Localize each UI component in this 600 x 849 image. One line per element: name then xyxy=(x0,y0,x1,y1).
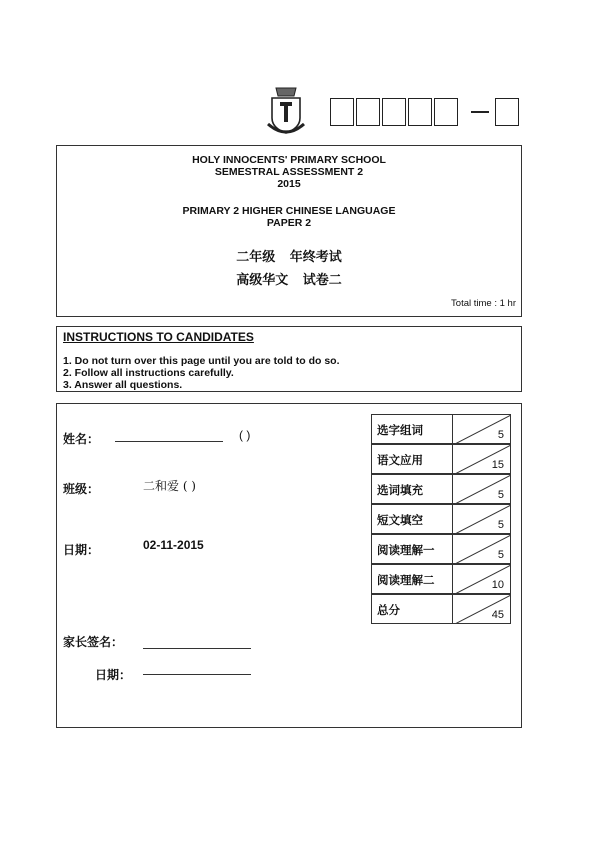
chinese-title-line1: 二年级 年终考试 xyxy=(236,250,342,265)
id-box-1 xyxy=(330,98,354,126)
score-row-total xyxy=(371,594,511,624)
id-dash xyxy=(471,111,489,113)
score-cell[interactable] xyxy=(453,474,511,504)
score-cell[interactable] xyxy=(453,414,511,444)
score-section-label: 短文填空 xyxy=(371,504,453,534)
instructions-title: INSTRUCTIONS TO CANDIDATES xyxy=(63,330,254,344)
school-crest-logo xyxy=(266,84,306,136)
score-cell[interactable] xyxy=(453,504,511,534)
candidate-info-box xyxy=(56,403,522,728)
score-cell-total[interactable] xyxy=(453,594,511,624)
school-name: HOLY INNOCENTS' PRIMARY SCHOOL xyxy=(192,154,386,166)
score-max: 5 xyxy=(497,519,504,531)
score-max: 15 xyxy=(491,459,504,471)
total-time: Total time : 1 hr xyxy=(451,298,516,309)
name-label: 姓名： xyxy=(63,432,100,446)
score-section-label: 阅读理解二 xyxy=(371,564,453,594)
parent-signature-label: 家长签名： xyxy=(63,635,124,649)
date-value: 02-11-2015 xyxy=(143,538,204,552)
id-box-4 xyxy=(408,98,432,126)
instruction-item: 2. Follow all instructions carefully. xyxy=(63,367,234,379)
instructions-box xyxy=(56,326,522,392)
score-section-label: 选字组词 xyxy=(371,414,453,444)
parent-date-label: 日期： xyxy=(95,668,132,682)
score-section-label: 选词填充 xyxy=(371,474,453,504)
class-label: 班级： xyxy=(63,482,100,496)
score-cell[interactable] xyxy=(453,564,511,594)
score-section-label: 语文应用 xyxy=(371,444,453,474)
parent-signature-line[interactable] xyxy=(143,648,251,649)
score-row xyxy=(371,444,511,474)
score-row xyxy=(371,534,511,564)
paper-title: PRIMARY 2 HIGHER CHINESE LANGUAGE xyxy=(182,205,396,217)
paper-number: PAPER 2 xyxy=(266,217,312,229)
parent-date-line[interactable] xyxy=(143,674,251,675)
id-box-2 xyxy=(356,98,380,126)
score-section-label: 阅读理解一 xyxy=(371,534,453,564)
score-row xyxy=(371,474,511,504)
id-box-6 xyxy=(495,98,519,126)
name-line[interactable] xyxy=(115,441,223,442)
chinese-title-line2: 高级华文 试卷二 xyxy=(236,273,342,288)
class-value: 二和爱 ( ) xyxy=(143,479,196,493)
score-section-label: 总分 xyxy=(371,594,453,624)
id-box-3 xyxy=(382,98,406,126)
score-max: 45 xyxy=(491,609,504,621)
score-row xyxy=(371,504,511,534)
score-max: 5 xyxy=(497,429,504,441)
score-row xyxy=(371,564,511,594)
date-label: 日期： xyxy=(63,543,100,557)
index-number-parens: ( ) xyxy=(239,428,251,442)
score-row xyxy=(371,414,511,444)
exam-header-box xyxy=(56,145,522,317)
assessment-name: SEMESTRAL ASSESSMENT 2 xyxy=(214,166,364,178)
instruction-item: 1. Do not turn over this page until you are told to do so. xyxy=(63,355,340,367)
score-max: 10 xyxy=(491,579,504,591)
instruction-item: 3. Answer all questions. xyxy=(63,379,183,391)
exam-year: 2015 xyxy=(277,178,301,190)
score-cell[interactable] xyxy=(453,444,511,474)
score-max: 5 xyxy=(497,549,504,561)
score-max: 5 xyxy=(497,489,504,501)
id-box-5 xyxy=(434,98,458,126)
score-cell[interactable] xyxy=(453,534,511,564)
